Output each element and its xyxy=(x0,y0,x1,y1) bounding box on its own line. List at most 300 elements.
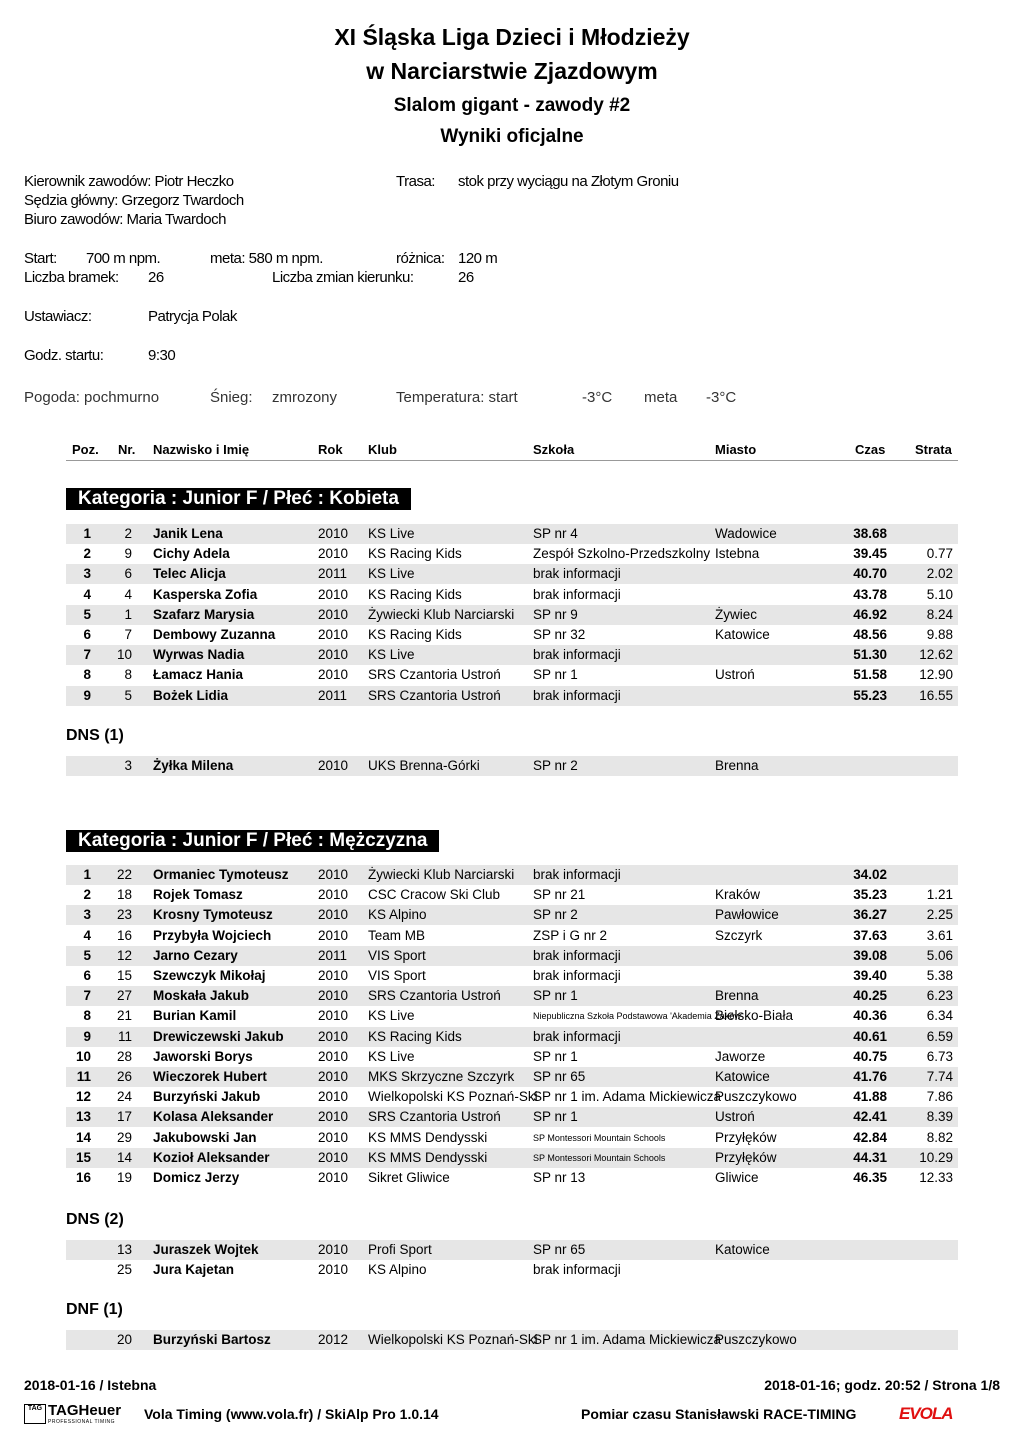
cell-year: 2010 xyxy=(318,907,349,923)
cell-time: 51.30 xyxy=(853,647,887,663)
cell-year: 2010 xyxy=(318,546,349,562)
dnf-label: DNF (1) xyxy=(66,1301,123,1318)
cell-time: 40.36 xyxy=(853,1008,887,1024)
cell-city: Brenna xyxy=(715,988,759,1004)
godz-label: Godz. startu: xyxy=(24,347,104,364)
cell-city: Ustroń xyxy=(715,1109,755,1125)
roznica-value: 120 m xyxy=(458,250,498,267)
cell-year: 2010 xyxy=(318,1069,349,1084)
cell-gap: 6.59 xyxy=(926,1028,953,1044)
cell-name: Burian Kamil xyxy=(153,1008,237,1024)
cell-year: 2010 xyxy=(318,1109,349,1125)
cell-time: 42.41 xyxy=(853,1109,887,1125)
cell-school: brak informacji xyxy=(533,647,621,663)
start-value: 700 m npm. xyxy=(86,250,161,267)
cell-year: 2010 xyxy=(318,1089,349,1105)
cell-gap: 12.33 xyxy=(919,1170,953,1185)
cell-school: ZSP i G nr 2 xyxy=(533,927,608,943)
table-row xyxy=(66,645,958,665)
cell-club: VIS Sport xyxy=(368,947,426,963)
cell-gap: 10.29 xyxy=(919,1149,953,1165)
cell-year: 2011 xyxy=(318,566,348,582)
cell-gap: 5.06 xyxy=(926,947,953,963)
cell-position: 3 xyxy=(83,566,91,582)
trasa-value: stok przy wyciągu na Złotym Groniu xyxy=(458,173,679,190)
cell-name: Przybyła Wojciech xyxy=(153,927,272,943)
cell-bib: 13 xyxy=(116,1242,132,1257)
cell-bib: 3 xyxy=(124,758,132,773)
cell-gap: 2.02 xyxy=(926,566,953,582)
dns-label: DNS (2) xyxy=(66,1211,124,1228)
tagheuer-logo-icon: TAG xyxy=(24,1404,46,1424)
cell-school: SP nr 13 xyxy=(533,1170,586,1185)
cell-position: 7 xyxy=(83,647,91,663)
col-name: Nazwisko i Imię xyxy=(153,442,250,457)
table-row xyxy=(66,1260,958,1280)
cell-bib: 16 xyxy=(116,927,132,943)
table-row xyxy=(66,1047,958,1067)
cell-club: KS Racing Kids xyxy=(368,1028,462,1044)
cell-school: SP nr 1 xyxy=(533,988,578,1004)
tagheuer-subtitle: PROFESSIONAL TIMING xyxy=(48,1419,116,1425)
cell-gap: 0.77 xyxy=(926,546,953,562)
cell-gap: 16.55 xyxy=(919,687,953,703)
cell-bib: 22 xyxy=(116,867,132,882)
cell-school: SP nr 65 xyxy=(533,1242,586,1257)
ustawiacz-value: Patrycja Polak xyxy=(148,308,237,325)
cell-bib: 26 xyxy=(116,1069,132,1084)
cell-club: Team MB xyxy=(368,927,426,943)
cell-year: 2010 xyxy=(318,1048,349,1064)
cell-bib: 9 xyxy=(124,546,132,562)
cell-club: KS Alpino xyxy=(368,907,427,923)
cell-position: 4 xyxy=(83,927,91,943)
zmian-label: Liczba zmian kierunku: xyxy=(272,269,414,286)
cell-bib: 11 xyxy=(117,1028,132,1044)
col-czas: Czas xyxy=(855,442,886,457)
cell-name: Krosny Tymoteusz xyxy=(153,907,273,923)
cell-club: CSC Cracow Ski Club xyxy=(368,887,501,903)
cell-school: SP nr 1 im. Adama Mickiewicza xyxy=(533,1332,722,1347)
cell-time: 37.63 xyxy=(853,927,887,943)
cell-gap: 1.21 xyxy=(926,887,953,903)
cell-school: SP Montessori Mountain Schools xyxy=(533,1152,666,1163)
cell-name: Domicz Jerzy xyxy=(153,1170,240,1185)
kierownik: Kierownik zawodów: Piotr Heczko xyxy=(24,173,234,190)
col-szkola: Szkoła xyxy=(533,442,575,457)
cell-bib: 12 xyxy=(116,947,132,963)
cell-school: SP nr 2 xyxy=(533,907,578,923)
cell-position: 13 xyxy=(75,1109,91,1125)
vola-logo-icon: EVOLA xyxy=(899,1404,953,1423)
cell-gap: 6.73 xyxy=(926,1048,953,1064)
cell-time: 34.02 xyxy=(853,867,887,882)
table-row xyxy=(66,946,958,966)
cell-school: SP nr 21 xyxy=(533,887,586,903)
cell-bib: 23 xyxy=(116,907,132,923)
results-title: Wyniki oficjalne xyxy=(440,126,584,147)
pomiar-czasu: Pomiar czasu Stanisławski RACE-TIMING xyxy=(581,1406,857,1422)
zmian-value: 26 xyxy=(458,269,474,286)
table-row xyxy=(66,524,958,544)
col-nr: Nr. xyxy=(118,442,136,457)
cell-bib: 18 xyxy=(116,887,132,903)
cell-bib: 27 xyxy=(116,988,132,1004)
cell-position: 5 xyxy=(83,606,91,622)
cell-time: 46.92 xyxy=(853,606,887,622)
cell-position: 2 xyxy=(83,546,91,562)
bramek-value: 26 xyxy=(148,269,164,286)
category-title: Kategoria : Junior F / Płeć : Mężczyzna xyxy=(66,830,439,852)
cell-year: 2010 xyxy=(318,867,349,882)
cell-bib: 6 xyxy=(124,566,132,582)
cell-position: 7 xyxy=(83,988,91,1004)
table-row xyxy=(66,686,958,706)
cell-club: VIS Sport xyxy=(368,968,426,983)
cell-city: Wadowice xyxy=(715,526,777,541)
cell-year: 2010 xyxy=(318,1170,349,1185)
cell-position: 3 xyxy=(83,907,91,923)
cell-gap: 2.25 xyxy=(926,907,953,923)
cell-position: 4 xyxy=(83,586,91,602)
cell-city: Katowice xyxy=(715,627,770,642)
cell-year: 2010 xyxy=(318,988,349,1004)
cell-name: Kozioł Aleksander xyxy=(153,1149,270,1165)
table-row xyxy=(66,1067,958,1087)
header-divider xyxy=(66,460,958,461)
cell-school: SP nr 65 xyxy=(533,1069,586,1084)
cell-time: 55.23 xyxy=(853,687,887,703)
cell-time: 40.25 xyxy=(853,988,887,1004)
cell-year: 2010 xyxy=(318,758,349,773)
pogoda: Pogoda: pochmurno xyxy=(24,389,160,406)
cell-time: 38.68 xyxy=(853,526,887,541)
temp-start: -3°C xyxy=(582,389,613,406)
table-row xyxy=(66,564,958,584)
cell-year: 2010 xyxy=(318,1242,349,1257)
cell-gap: 12.62 xyxy=(919,647,953,663)
cell-school: SP nr 1 xyxy=(533,667,578,683)
cell-club: MKS Skrzyczne Szczyrk xyxy=(368,1069,515,1084)
cell-position: 10 xyxy=(75,1048,91,1064)
cell-city: Bielsko-Biała xyxy=(715,1008,794,1024)
cell-bib: 21 xyxy=(116,1008,132,1024)
cell-gap: 8.24 xyxy=(926,606,953,622)
table-row xyxy=(66,1027,958,1047)
cell-city: Istebna xyxy=(715,546,760,562)
cell-school: SP Montessori Mountain Schools xyxy=(533,1132,666,1143)
cell-year: 2010 xyxy=(318,927,349,943)
table-row xyxy=(66,665,958,685)
cell-position: 11 xyxy=(76,1069,91,1084)
cell-position: 9 xyxy=(83,687,91,703)
cell-city: Jaworze xyxy=(715,1048,766,1064)
cell-school: SP nr 1 im. Adama Mickiewicza xyxy=(533,1089,722,1105)
cell-school: Niepubliczna Szkoła Podstawowa 'Akademia Żaków' xyxy=(533,1011,743,1022)
cell-bib: 10 xyxy=(116,647,132,663)
cell-club: SRS Czantoria Ustroń xyxy=(368,1109,501,1125)
cell-gap: 5.38 xyxy=(926,968,953,983)
cell-year: 2012 xyxy=(318,1332,349,1347)
cell-name: Juraszek Wojtek xyxy=(153,1242,259,1257)
meta-value: meta: 580 m npm. xyxy=(210,250,323,267)
cell-position: 5 xyxy=(83,947,91,963)
cell-name: Bożek Lidia xyxy=(153,687,229,703)
cell-club: KS Racing Kids xyxy=(368,546,462,562)
sedzia: Sędzia główny: Grzegorz Twardoch xyxy=(24,192,244,209)
cell-gap: 8.39 xyxy=(926,1109,953,1125)
event-title: Slalom gigant - zawody #2 xyxy=(393,95,631,116)
cell-name: Telec Alicja xyxy=(153,566,226,582)
cell-name: Drewiczewski Jakub xyxy=(153,1028,284,1044)
cell-city: Pawłowice xyxy=(715,907,779,923)
cell-club: SRS Czantoria Ustroń xyxy=(368,687,501,703)
cell-city: Puszczykowo xyxy=(715,1332,797,1347)
cell-time: 43.78 xyxy=(853,586,887,602)
cell-year: 2010 xyxy=(318,586,349,602)
cell-year: 2010 xyxy=(318,1028,349,1044)
cell-city: Szczyrk xyxy=(715,927,763,943)
cell-time: 35.23 xyxy=(853,887,887,903)
cell-school: brak informacji xyxy=(533,566,621,582)
table-row xyxy=(66,1128,958,1148)
cell-name: Szewczyk Mikołaj xyxy=(153,968,266,983)
cell-position: 8 xyxy=(83,667,91,683)
cell-city: Katowice xyxy=(715,1069,770,1084)
col-poz: Poz. xyxy=(72,442,99,457)
cell-name: Wyrwas Nadia xyxy=(153,647,245,663)
cell-bib: 4 xyxy=(124,586,132,602)
cell-city: Gliwice xyxy=(715,1170,759,1185)
cell-bib: 8 xyxy=(124,667,132,683)
snieg-value: zmrozony xyxy=(272,389,338,406)
meta-label: meta xyxy=(644,389,678,406)
cell-school: brak informacji xyxy=(533,1262,621,1278)
cell-school: SP nr 1 xyxy=(533,1048,578,1064)
cell-city: Puszczykowo xyxy=(715,1089,797,1105)
cell-position: 6 xyxy=(83,968,91,983)
table-row xyxy=(66,1330,958,1350)
cell-name: Moskała Jakub xyxy=(153,988,250,1004)
start-label: Start: xyxy=(24,250,57,267)
cell-school: SP nr 32 xyxy=(533,627,586,642)
category-title: Kategoria : Junior F / Płeć : Kobieta xyxy=(66,488,411,510)
col-rok: Rok xyxy=(318,442,343,457)
cell-name: Ormaniec Tymoteusz xyxy=(153,867,289,882)
cell-name: Kasperska Zofia xyxy=(153,586,258,602)
main-subtitle: w Narciarstwie Zjazdowym xyxy=(366,58,658,84)
cell-club: KS Racing Kids xyxy=(368,627,462,642)
cell-school: brak informacji xyxy=(533,1028,621,1044)
cell-position: 12 xyxy=(75,1089,91,1105)
cell-name: Jarno Cezary xyxy=(153,947,238,963)
footer-page-info: 2018-01-16; godz. 20:52 / Strona 1/8 xyxy=(764,1377,1000,1393)
vola-timing: Vola Timing (www.vola.fr) / SkiAlp Pro 1.0.14 xyxy=(144,1406,439,1422)
cell-name: Szafarz Marysia xyxy=(153,606,255,622)
cell-name: Burzyński Bartosz xyxy=(153,1332,271,1347)
cell-gap: 9.88 xyxy=(926,627,953,642)
table-row xyxy=(66,1087,958,1107)
cell-name: Jakubowski Jan xyxy=(153,1129,257,1145)
cell-city: Katowice xyxy=(715,1242,770,1257)
cell-club: KS Alpino xyxy=(368,1262,427,1278)
cell-year: 2011 xyxy=(318,687,348,703)
table-row xyxy=(66,885,958,905)
cell-city: Kraków xyxy=(715,887,761,903)
table-row xyxy=(66,986,958,1006)
table-row xyxy=(66,966,958,986)
cell-club: KS Live xyxy=(368,1048,415,1064)
cell-club: KS Live xyxy=(368,647,415,663)
table-row xyxy=(66,585,958,605)
cell-gap: 12.90 xyxy=(919,667,953,683)
cell-bib: 25 xyxy=(116,1262,132,1278)
cell-time: 51.58 xyxy=(853,667,887,683)
table-row xyxy=(66,905,958,925)
cell-club: Wielkopolski KS Poznań-Ski xyxy=(368,1089,538,1105)
cell-club: SRS Czantoria Ustroń xyxy=(368,667,501,683)
cell-gap: 8.82 xyxy=(926,1129,953,1145)
cell-bib: 5 xyxy=(124,687,132,703)
table-row xyxy=(66,605,958,625)
cell-name: Cichy Adela xyxy=(153,546,230,562)
cell-position: 1 xyxy=(83,867,91,882)
col-miasto: Miasto xyxy=(715,442,757,457)
temp-label: Temperatura: start xyxy=(396,389,518,406)
cell-name: Jaworski Borys xyxy=(153,1048,253,1064)
cell-city: Przyłęków xyxy=(715,1149,777,1165)
cell-time: 42.84 xyxy=(853,1129,887,1145)
trasa-label: Trasa: xyxy=(396,173,435,190)
cell-club: KS Live xyxy=(368,1008,415,1024)
cell-club: Wielkopolski KS Poznań-Ski xyxy=(368,1332,538,1347)
cell-club: Sikret Gliwice xyxy=(368,1170,450,1185)
roznica-label: różnica: xyxy=(396,250,445,267)
cell-year: 2010 xyxy=(318,887,349,903)
cell-name: Dembowy Zuzanna xyxy=(153,627,276,642)
table-row xyxy=(66,1240,958,1260)
cell-position: 6 xyxy=(83,627,91,642)
table-row xyxy=(66,544,958,564)
cell-gap: 6.34 xyxy=(926,1008,953,1024)
cell-gap: 7.74 xyxy=(926,1069,953,1084)
biuro: Biuro zawodów: Maria Twardoch xyxy=(24,211,226,228)
cell-city: Przyłęków xyxy=(715,1129,777,1145)
table-row xyxy=(66,1006,958,1026)
cell-name: Rojek Tomasz xyxy=(153,887,243,903)
cell-club: Żywiecki Klub Narciarski xyxy=(368,867,515,882)
cell-school: brak informacji xyxy=(533,867,621,882)
table-row xyxy=(66,1107,958,1127)
cell-school: SP nr 9 xyxy=(533,606,578,622)
cell-name: Jura Kajetan xyxy=(153,1262,235,1278)
cell-bib: 2 xyxy=(124,526,132,541)
cell-name: Wieczorek Hubert xyxy=(153,1069,267,1084)
godz-value: 9:30 xyxy=(148,347,176,364)
cell-bib: 24 xyxy=(116,1089,132,1105)
cell-time: 39.45 xyxy=(853,546,887,562)
cell-gap: 6.23 xyxy=(926,988,953,1004)
cell-year: 2010 xyxy=(318,1129,349,1145)
cell-year: 2010 xyxy=(318,647,349,663)
cell-time: 41.88 xyxy=(853,1089,887,1105)
cell-time: 36.27 xyxy=(853,907,887,923)
table-row xyxy=(66,1148,958,1168)
cell-year: 2010 xyxy=(318,1262,349,1278)
cell-position: 14 xyxy=(75,1129,91,1145)
cell-club: KS MMS Dendysski xyxy=(368,1149,488,1165)
table-row xyxy=(66,1168,958,1188)
cell-city: Ustroń xyxy=(715,667,755,683)
table-row xyxy=(66,926,958,946)
cell-school: brak informacji xyxy=(533,947,621,963)
cell-name: Kolasa Aleksander xyxy=(153,1109,274,1125)
cell-city: Żywiec xyxy=(715,606,758,622)
cell-year: 2010 xyxy=(318,627,349,642)
cell-position: 16 xyxy=(75,1170,91,1185)
cell-position: 9 xyxy=(83,1028,91,1044)
table-row xyxy=(66,865,958,885)
cell-school: SP nr 2 xyxy=(533,758,578,773)
cell-bib: 7 xyxy=(124,627,132,642)
bramek-label: Liczba bramek: xyxy=(24,269,119,286)
cell-time: 44.31 xyxy=(853,1149,887,1165)
cell-time: 40.75 xyxy=(853,1048,887,1064)
cell-position: 8 xyxy=(83,1008,91,1024)
cell-club: Żywiecki Klub Narciarski xyxy=(368,606,515,622)
cell-school: brak informacji xyxy=(533,586,621,602)
cell-position: 15 xyxy=(75,1149,91,1165)
cell-bib: 28 xyxy=(116,1048,132,1064)
cell-city: Brenna xyxy=(715,758,759,773)
cell-name: Łamacz Hania xyxy=(153,667,244,683)
cell-gap: 5.10 xyxy=(926,586,953,602)
table-row xyxy=(66,625,958,645)
cell-year: 2010 xyxy=(318,1008,349,1024)
cell-school: SP nr 4 xyxy=(533,526,578,541)
cell-club: KS Live xyxy=(368,566,415,582)
cell-club: KS Racing Kids xyxy=(368,586,462,602)
cell-gap: 3.61 xyxy=(926,927,953,943)
tagheuer-brand: TAGHeuer xyxy=(48,1402,122,1419)
cell-name: Janik Lena xyxy=(153,526,223,541)
ustawiacz-label: Ustawiacz: xyxy=(24,308,92,325)
cell-bib: 17 xyxy=(116,1109,132,1125)
cell-position: 1 xyxy=(83,526,91,541)
cell-time: 40.61 xyxy=(853,1028,887,1044)
cell-year: 2010 xyxy=(318,526,349,541)
cell-year: 2010 xyxy=(318,968,349,983)
cell-school: Zespół Szkolno-Przedszkolny xyxy=(533,546,711,562)
cell-bib: 29 xyxy=(116,1129,132,1145)
cell-bib: 14 xyxy=(116,1149,132,1165)
temp-meta: -3°C xyxy=(706,389,737,406)
cell-bib: 15 xyxy=(116,968,132,983)
cell-club: KS Live xyxy=(368,526,415,541)
cell-bib: 19 xyxy=(116,1170,132,1185)
col-klub: Klub xyxy=(368,442,397,457)
cell-school: brak informacji xyxy=(533,687,621,703)
main-title: XI Śląska Liga Dzieci i Młodzieży xyxy=(334,24,690,50)
dns-label: DNS (1) xyxy=(66,727,124,744)
cell-time: 40.70 xyxy=(853,566,887,582)
cell-time: 48.56 xyxy=(853,627,887,642)
snieg-label: Śnieg: xyxy=(210,389,253,406)
table-row xyxy=(66,756,958,776)
cell-name: Burzyński Jakub xyxy=(153,1089,261,1105)
cell-year: 2010 xyxy=(318,667,349,683)
cell-gap: 7.86 xyxy=(926,1089,953,1105)
